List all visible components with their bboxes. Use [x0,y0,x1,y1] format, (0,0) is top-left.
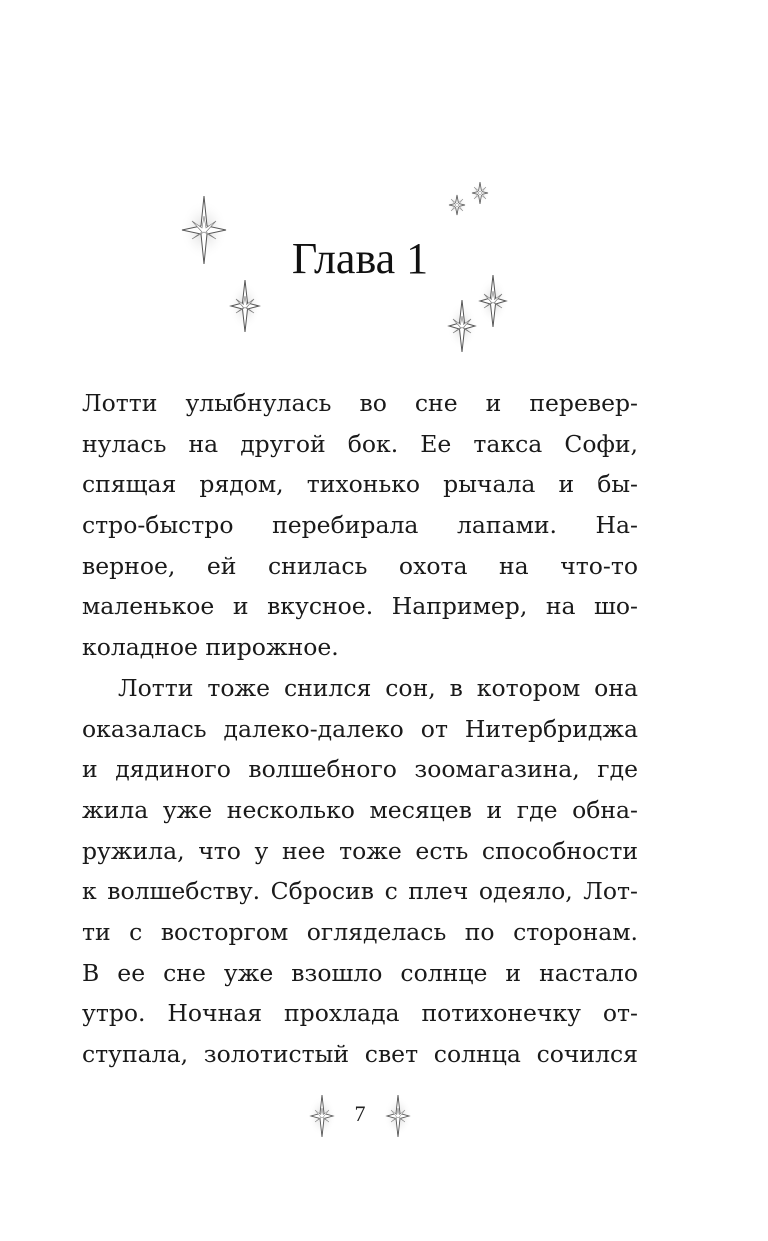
text-line: Лотти тоже снился сон, в котором она [118,673,638,702]
text-line: стро-быстро перебирала лапами. На- [82,511,638,540]
sparkle-star-icon [447,298,477,354]
text-line: утро. Ночная прохлада потихонечку от- [82,999,638,1028]
page-number: 7 [354,1101,366,1126]
paragraph-1 [82,383,638,668]
chapter-body [82,383,638,1075]
page-footer [0,1093,768,1139]
text-line: коладное пирожное. [82,633,339,662]
text-line: к волшебству. Сбросив с плеч одеяло, Лот- [82,877,638,906]
sparkle-star-icon [447,193,467,217]
text-line: Лотти улыбнулась во сне и перевер- [82,389,638,417]
text-line: оказалась далеко-далеко от Нитербриджа [82,714,638,743]
text-line: ружила, что у нее тоже есть способности [82,836,638,865]
paragraph-2 [82,668,638,1075]
text-line: и дядиного волшебного зоомагазина, где [82,755,638,784]
sparkle-star-icon [384,1093,412,1139]
text-line: В ее сне уже взошло солнце и настало [82,958,638,987]
text-line: спящая рядом, тихонько рычала и бы- [82,470,638,499]
text-line: жила уже несколько месяцев и где обна- [82,795,638,824]
text-line: маленькое и вкусное. Например, на шо- [82,592,638,621]
sparkle-star-icon [470,181,490,205]
text-line: верное, ей снилась охота на что-то [82,551,638,580]
text-line: ти с восторгом огляделась по сторонам. [82,917,638,946]
sparkle-star-icon [229,278,261,334]
text-line: ступала, золотистый свет солнца сочился [82,1040,638,1068]
text-line: нулась на другой бок. Ее такса Софи, [82,429,638,458]
chapter-title-text: Глава 1 [291,234,429,283]
chapter-title [0,233,768,285]
sparkle-star-icon [308,1093,336,1139]
